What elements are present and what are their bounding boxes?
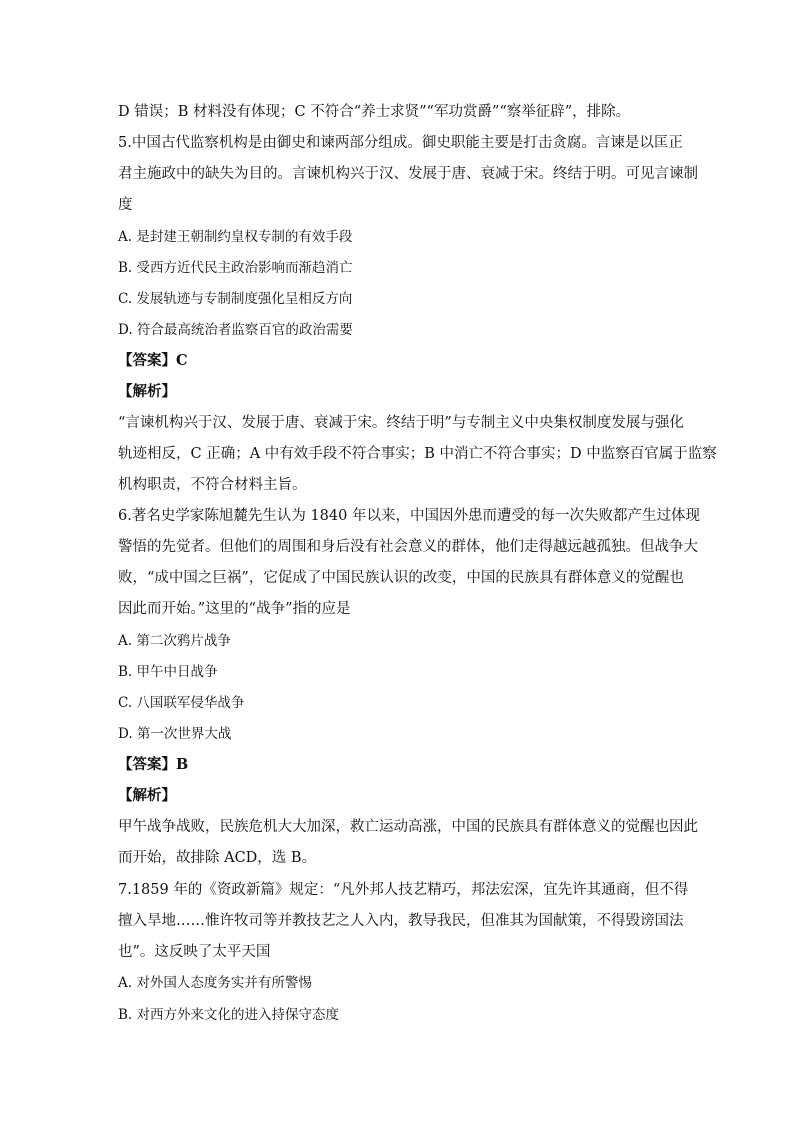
option-b: B. 甲午中日战争	[118, 664, 218, 680]
question-6-stem: 6.著名史学家陈旭麓先生认为 1840 年以来，中国因外患而遭受的每一次失败都产生过体现	[118, 508, 700, 524]
question-7-stem: 7.1859 年的《资政新篇》规定：“凡外邦人技艺精巧，邦法宏深，宜先许其通商，但不得	[118, 882, 689, 898]
option-b: B. 对西方外来文化的进入持保守态度	[118, 1007, 340, 1023]
option-a: A. 对外国人态度务实并有所警惕	[118, 975, 312, 991]
answer-label: 【答案】B	[118, 756, 189, 773]
option-a: A. 是封建王朝制约皇权专制的有效手段	[118, 229, 353, 245]
option-a: A. 第二次鸦片战争	[118, 633, 231, 649]
text-line: D 错误；B 材料没有体现；C 不符合“养士求贤”“军功赏爵”“察举征辟”，排除。	[118, 104, 631, 120]
option-c: C. 八国联军侵华战争	[118, 695, 245, 711]
text-line: 擅入旱地……惟许牧司等并教技艺之人入内，教导我民，但准其为国献策，不得毁谤国法	[118, 913, 684, 929]
text-line: 警悟的先觉者。但他们的周围和身后没有社会意义的群体，他们走得越远越孤独。但战争大	[118, 539, 698, 555]
analysis-label: 【解析】	[118, 383, 176, 400]
option-d: D. 第一次世界大战	[118, 726, 232, 742]
option-c: C. 发展轨迹与专制制度强化呈相反方向	[118, 291, 353, 307]
text-line: 君主施政中的缺失为目的。言谏机构兴于汉、发展于唐、衰减于宋。终结于明。可见言谏制	[118, 166, 698, 182]
analysis-text: 而开始，故排除 ACD，选 B。	[118, 850, 317, 866]
analysis-text: 轨迹相反，C 正确；A 中有效手段不符合事实；B 中消亡不符合事实；D 中监察百官属于监察	[118, 446, 717, 462]
option-d: D. 符合最高统治者监察百官的政治需要	[118, 322, 353, 338]
analysis-text: 甲午战争战败，民族危机大大加深，救亡运动高涨，中国的民族具有群体意义的觉醒也因此	[118, 819, 698, 835]
text-line: 因此而开始。”这里的“战争”指的应是	[118, 601, 351, 617]
option-b: B. 受西方近代民主政治影响而渐趋消亡	[118, 260, 353, 276]
text-line: 败，“成中国之巨祸”，它促成了中国民族认识的改变，中国的民族具有群体意义的觉醒也	[118, 570, 684, 586]
answer-label: 【答案】C	[118, 352, 188, 369]
question-5-stem: 5.中国古代监察机构是由御史和谏两部分组成。御史职能主要是打击贪腐。言谏是以匡正	[118, 135, 683, 151]
analysis-text: 机构职责，不符合材料主旨。	[118, 477, 307, 493]
text-line: 也”。这反映了太平天国	[118, 944, 271, 960]
analysis-text: “言谏机构兴于汉、发展于唐、衰减于宋。终结于明”与专制主义中央集权制度发展与强化	[118, 415, 684, 431]
analysis-label: 【解析】	[118, 787, 176, 804]
text-line: 度	[118, 197, 133, 213]
